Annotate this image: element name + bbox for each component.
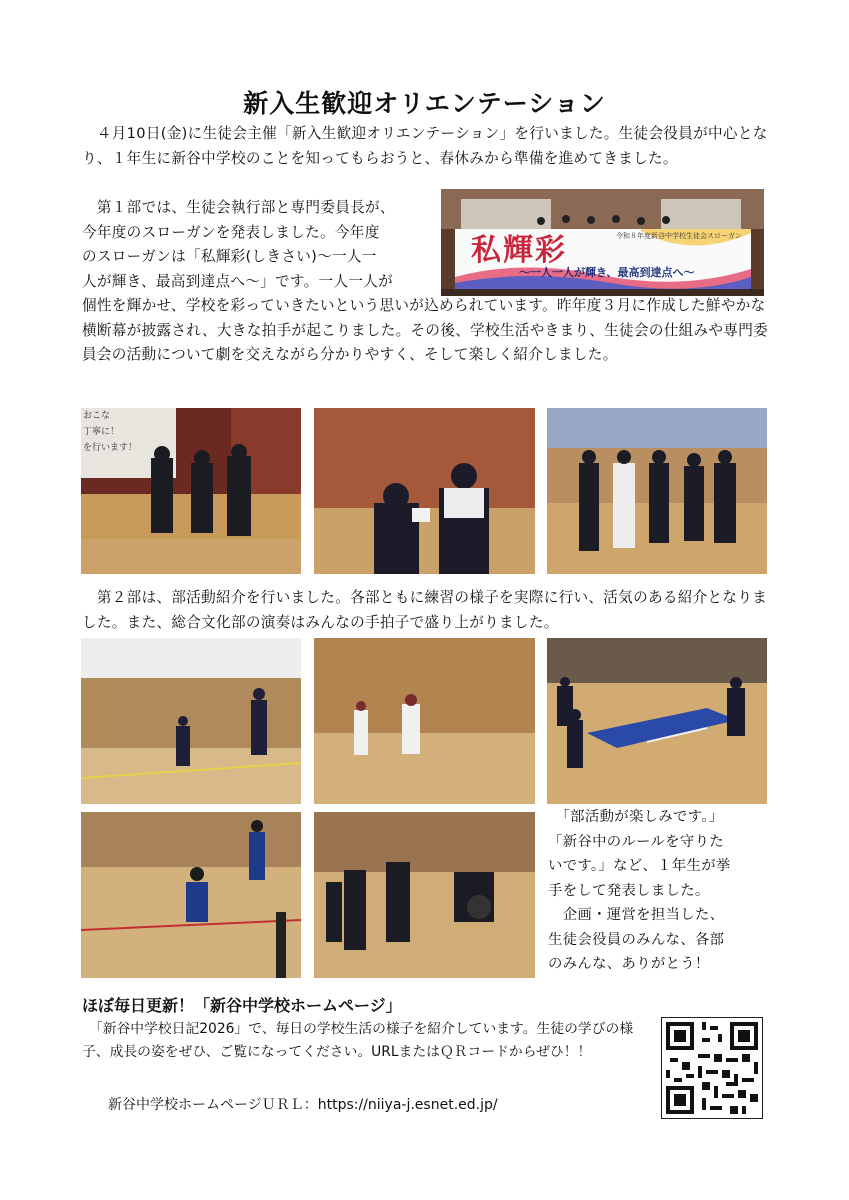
homepage-text: 「新谷中学校日記2026」で、毎日の学校生活の様子を紹介しています。生徒の学びの様子、成長の姿をぜひ、ご覧になってください。URLまたはＱＲコードからぜひ！！: [82, 1021, 634, 1060]
photo-skit-stage: [81, 408, 301, 574]
skit-sign-line: を行います！: [83, 443, 138, 453]
photo-slogan-banner: [441, 189, 764, 296]
part1-line: 人が輝き、最高到達点へ～」です。一人一人が: [82, 272, 394, 290]
skit-sign-line: 丁寧に！: [83, 427, 120, 437]
photo-band: [314, 812, 535, 978]
qr-code-icon[interactable]: [661, 1017, 763, 1119]
photo-students-line: [547, 408, 767, 574]
homepage-title: ほぼ毎日更新！「新谷中学校ホームページ」: [82, 996, 402, 1015]
side-note-line: 企画・運営を担当した、: [548, 907, 725, 923]
side-note-line: 「新谷中のルールを守りた: [548, 833, 725, 850]
side-note-line: のみんな、ありがとう！: [548, 956, 710, 972]
part1-line: 第１部では、生徒会執行部と専門委員長が、: [82, 199, 395, 216]
photo-badminton: [81, 812, 301, 978]
part2-paragraph: 第２部は、部活動紹介を行いました。各部ともに練習の様子を実際に行い、活気のある紹介となりました。また、総合文化部の演奏はみんなの手拍子で盛り上がりました。: [82, 589, 768, 631]
side-note-line: いです。」など、１年生が挙: [548, 858, 731, 874]
part1-lead: [82, 196, 432, 294]
photo-baseball: [314, 638, 535, 804]
photo-basketball-1: [81, 638, 301, 804]
banner-caption: 令和８年度新谷中学校生徒会スローガン: [616, 232, 742, 240]
side-note-line: 手をして発表しました。: [548, 882, 710, 899]
part1-line: のスローガンは「私輝彩(しきさい)～一人一: [82, 248, 377, 265]
banner-sub: ～一人一人が輝き、最高到達点へ～: [519, 266, 695, 279]
skit-sign-line: おこな: [83, 411, 111, 421]
banner-big-text: 私輝彩: [471, 233, 567, 268]
part1-line: 今年度のスローガンを発表しました。今年度: [82, 223, 380, 241]
part1-rest: 個性を輝かせ、学校を彩っていきたいという思いが込められています。昨年度３月に作成した鮮やかな横断幕が披露され、大きな拍手が起こりました。その後、学校生活やきまり、生徒会の仕組みや専門委員会の活動について劇を交えながら分かりやすく、そして楽しく紹介しました。: [82, 297, 768, 363]
side-note: [548, 805, 770, 977]
photo-skit-closeup: [314, 408, 535, 574]
side-note-line: 「部活動が楽しみです。」: [548, 809, 724, 825]
page-title: 新入生歓迎オリエンテーション: [243, 89, 606, 118]
homepage-url[interactable]: 新谷中学校ホームページＵＲＬ：https://niiya-j.esnet.ed.jp/: [108, 1097, 498, 1113]
skit-sign-text: [81, 408, 173, 456]
photo-table-tennis: [547, 638, 767, 804]
intro-paragraph: ４月10日(金)に生徒会主催「新入生歓迎オリエンテーション」を行いました。生徒会役員が中心となり、１年生に新谷中学校のことを知ってもらおうと、春休みから準備を進めてきました。: [82, 125, 768, 167]
side-note-line: 生徒会役員のみんな、各部: [548, 931, 725, 948]
